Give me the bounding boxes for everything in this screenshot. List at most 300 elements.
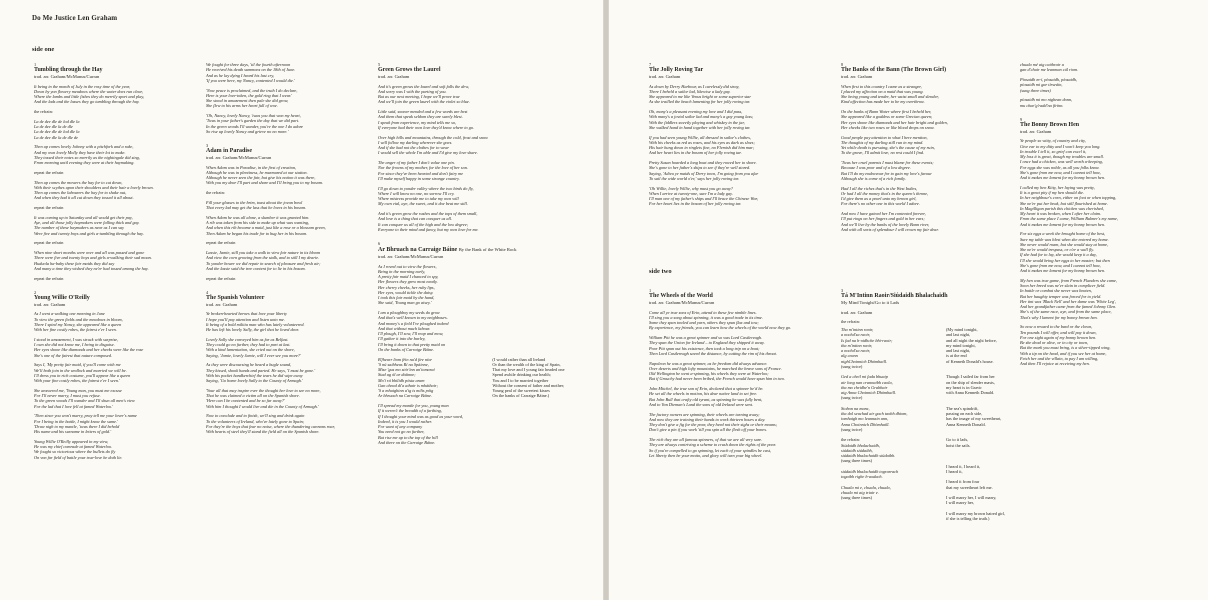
lyric-line: It was coming up to Saturday and all would get their pay, bbox=[34, 214, 133, 220]
lyric-line: But if Grouchy had never been bribed, the French would have spun him in two. bbox=[649, 376, 785, 382]
irish-line: (sung twice) bbox=[841, 426, 863, 432]
stanza bbox=[1020, 62, 1205, 73]
lyric-line: And then I'll rejoice at receiving my hen. bbox=[1020, 361, 1090, 366]
lyric-line: To the green woods I'll wander and I'll shun all men's view bbox=[34, 398, 135, 404]
stanza bbox=[378, 84, 598, 105]
song-credit: trad. arr. Graham bbox=[34, 302, 66, 307]
translation-line: I will marry her, bbox=[946, 500, 974, 506]
stanza bbox=[649, 84, 839, 105]
stanza bbox=[649, 335, 839, 356]
lyric-line: And there on the Carraige Báine. bbox=[378, 439, 436, 445]
lyric-line: But the mark you must bring, is a silver-tipped wing, bbox=[1020, 345, 1111, 351]
irish-line: 'S nú saibheas Rí na Spáinne, bbox=[378, 361, 429, 367]
lyric-line: But rise me up to the top of the hill bbox=[378, 434, 438, 440]
lyric-line: Give ear to my ditty and I won't keep you long. bbox=[1020, 143, 1101, 149]
stanza bbox=[378, 211, 598, 232]
translation-line: hoist the sails. bbox=[946, 442, 971, 448]
lyric-line: I took this fair maid by the hand, bbox=[378, 295, 435, 300]
lyric-line: 'Your all that may inspire ever the thought her love to see no more, bbox=[206, 387, 321, 393]
lyric-line: Down by yon flowery meadows where the water does run clear, bbox=[34, 88, 143, 94]
lyric-line: The anger of my father I don't value one pin. bbox=[378, 160, 455, 165]
lyric-line: And it makes me lament for my bonny brown hen. bbox=[1020, 268, 1106, 273]
lyric-line: A pretty fair maid I chanced to spy, bbox=[378, 274, 439, 279]
stanza bbox=[206, 362, 378, 383]
lyric-line: Where the lambs and little fishes they do merrily sport and play, bbox=[34, 94, 145, 99]
lyric-line: And when this rib became a maid, just like a rose or a blossom green, bbox=[206, 225, 326, 231]
lyric-line: Little said, sooner mended and a few words are best bbox=[378, 109, 468, 114]
lyric-line: I'll bring it down to that pretty maid on bbox=[378, 341, 446, 347]
stanza bbox=[206, 190, 378, 195]
song-block bbox=[378, 62, 598, 232]
lyric-line: Be she dead or alive, or in city or town, bbox=[1020, 340, 1089, 345]
lyric-line: As I went a-walking one morning in June bbox=[34, 311, 105, 317]
lyric-line: Lovely Sally she conveyed him as far as Belfast. bbox=[206, 336, 289, 342]
stanza bbox=[649, 186, 839, 207]
stanza bbox=[34, 413, 199, 434]
lyric-line: She flew to his arms her heart full of woe. bbox=[206, 103, 278, 109]
lyric-line: It being of a bold militia man who has lately volunteered. bbox=[206, 321, 305, 327]
song-number: 6 bbox=[378, 241, 381, 246]
lyric-line: And that without much labour. bbox=[378, 325, 431, 331]
lyric-line: They are always contriving a scheme to crush down the rights of the poor. bbox=[649, 442, 777, 448]
column-2 bbox=[206, 62, 378, 443]
refrain-label: repeat the refrain bbox=[34, 240, 64, 246]
translation-line: of Kenneth Donald's house. bbox=[946, 358, 994, 364]
irish-line: Chuala mi e, chuala, chuala, bbox=[841, 484, 891, 490]
lyric-line: Then up comes the mowers the hay for to cut down, bbox=[34, 179, 123, 185]
lyric-line: Then Adam he began his trade for to hug her in his bosom. bbox=[206, 230, 308, 236]
irish-line: (sung twice) bbox=[841, 363, 863, 369]
lyric-line: They tossed their notes so merrily as the nightingale did sing, bbox=[34, 154, 140, 160]
lyric-line: Her cherry cheeks, her ruby lips, bbox=[378, 284, 435, 290]
stanza bbox=[378, 264, 598, 306]
lyric-line: With the fiddlers sweetly playing and whiskey in the jar, bbox=[649, 119, 745, 125]
song-block bbox=[34, 290, 199, 460]
stanza bbox=[34, 144, 199, 165]
lyric-line: The thoughts of my darling still run in my mind. bbox=[841, 139, 924, 145]
irish-line: Mo'í rá bhilidh pósta aram bbox=[378, 377, 425, 383]
lyric-line: On the banks of Bann Water where first I beheld her, bbox=[841, 109, 932, 114]
lyric-line: He received his death summons on the 18th of June. bbox=[206, 67, 296, 73]
song-credit: trad. arr. Graham/McManus/Curran bbox=[378, 254, 444, 260]
song-title bbox=[649, 293, 839, 300]
lyric-line: Now to conclude and to finish, we'll sing and drink again bbox=[206, 413, 305, 419]
lyric-line: Fetch her and the villain, to pay I am willing, bbox=[1020, 355, 1099, 361]
lyric-line: She answered me, 'Young man, you must me excuse bbox=[34, 387, 122, 393]
translation-line: I will marry my brown haired girl, bbox=[946, 510, 1006, 516]
irish-line: siúdaidh bhalachaidh tograrrach bbox=[841, 468, 899, 474]
lyric-line: That he was claimed a victim all on the Spanish shore. bbox=[206, 393, 300, 398]
stanza bbox=[841, 135, 1011, 156]
refrain-label: repeat the refrain bbox=[34, 275, 64, 281]
lyric-line: In Magilligan parish this chicken was cherished, bbox=[1020, 205, 1104, 211]
stanza bbox=[378, 160, 598, 181]
lyric-line: My loss it is great, though my troubles are small. bbox=[1020, 154, 1104, 159]
irish-line: air long nan crannaibh caola, bbox=[841, 379, 893, 385]
stanza bbox=[206, 88, 378, 109]
lyric-line: So if you're compelled to go spinning, let each of your spindles be cast, bbox=[649, 447, 772, 453]
irish-line: chuala mi aig triair e. bbox=[841, 489, 879, 495]
stanza bbox=[34, 362, 199, 383]
lyric-line: But as our next meeting, I hope we'll prove true bbox=[378, 94, 460, 99]
lyric-line: I once had a chicken, was well worth a-keeping, bbox=[1020, 159, 1103, 165]
lyric-line: The factory owners are spinning, their wheels are turning away; bbox=[649, 411, 760, 417]
lyric-line: For since they've been hearted and don't fairy me bbox=[378, 170, 464, 176]
translation-line: and all night the night before, bbox=[946, 337, 997, 343]
lyric-line: That every lad may get the lass that he loves in his bosom. bbox=[206, 205, 307, 210]
lyric-line: His name and his surname in letters of gold.' bbox=[34, 429, 112, 434]
stanza bbox=[1020, 278, 1205, 320]
song-block bbox=[649, 62, 839, 207]
lyric-line: Aye, and all those jolly haymakers were falling thick and gay. bbox=[34, 220, 140, 225]
irish-english-columns bbox=[841, 327, 1041, 521]
refrain-label: repeat the refrain bbox=[34, 169, 64, 175]
lyric-line: Being in the morning early, bbox=[378, 268, 426, 274]
translation-line: my heart is in Gravir bbox=[946, 384, 982, 390]
lyric-line: And it's green grow the rushes and the tops of them small, bbox=[378, 211, 478, 216]
stanza bbox=[206, 113, 378, 134]
album-title: Do Me Justice Len Graham bbox=[32, 14, 118, 22]
stanza bbox=[34, 250, 199, 271]
lyric-line: I'll she would bring her eggs to her master; but then bbox=[1020, 257, 1110, 263]
lyric-line: Her eyes shone like diamonds and her hair bright and golden, bbox=[841, 119, 948, 125]
irish-line: tha mo chridhe'n Grabhair bbox=[841, 384, 888, 390]
lyric-line: 'Draw nigh to my mantle, 'twas there I did behold bbox=[34, 423, 120, 429]
lyric-line: That's why I lament for my bonny brown hen. bbox=[1020, 314, 1098, 320]
english-translation bbox=[492, 357, 598, 399]
song-number: 2 bbox=[34, 289, 37, 295]
lyric-line: I am a ploughboy my seeds do grow bbox=[378, 310, 440, 315]
translation-line: Go to it lads, bbox=[946, 437, 969, 443]
lyric-line: I'll plough, I'll sow, I'll reap and mow, bbox=[378, 331, 444, 336]
song-title bbox=[34, 67, 199, 74]
refrain-label: the refrain: bbox=[841, 318, 860, 324]
stanza bbox=[1020, 185, 1205, 227]
irish-line: Anna Choinnich Dhòmhaill. bbox=[841, 421, 890, 427]
lyric-line: With their scythes upon their shoulders and their hair a lovely brown. bbox=[34, 184, 154, 190]
side-two-heading: side two bbox=[649, 268, 672, 275]
stanza bbox=[34, 205, 199, 210]
irish-line: a nochd'sa raoir, bbox=[841, 348, 870, 353]
lyric-line: Come all ye true sons of Erin, attend to these few nimble lines. bbox=[649, 309, 757, 315]
lyric-line: 'Here can I be contented and be so far away?' bbox=[206, 398, 285, 404]
irish-line: tha dol seachad air gach taobh dhiom, bbox=[841, 411, 908, 416]
translation-line: I heard it from four bbox=[946, 479, 980, 485]
lyric-line: And with all sorts of splendour I will crown my fair dear. bbox=[841, 226, 939, 232]
lyric-line: Or had I all the money that's in the queen's throne, bbox=[841, 190, 929, 196]
translation-line: (My mind tonight, bbox=[946, 327, 978, 332]
lyric-line: For eggs she was noble, as all you folks know. bbox=[1020, 164, 1100, 170]
lyric-line: For the lad that I love fell at famed Waterloo.' bbox=[34, 403, 114, 409]
lyric-line: With a kind lamentation, she cried out on the shore, bbox=[206, 347, 295, 353]
irish-line: Is fad na h-oidhche bhi-raoir; bbox=[841, 337, 893, 343]
lyric-line: Poor Pitt span out his existence, then took a long trip on a boat; bbox=[649, 345, 760, 351]
song-title bbox=[649, 67, 839, 74]
lyric-line: Were five and twenty boys and girls a-tumbling through the hay. bbox=[34, 230, 144, 236]
lyric-line: I'll go down to yonder valley where the two birds do fly, bbox=[378, 185, 474, 191]
lyric-line: It being in the month of July in the rosy time of the year, bbox=[34, 83, 131, 89]
stanza bbox=[206, 413, 378, 434]
lyric-line: Everyone to their mind and fancy, but my own love for me. bbox=[378, 226, 479, 232]
lyric-line: Saying, 'Adieu ye maids of Derry town, I'm going from you afar bbox=[649, 170, 759, 176]
lyric-line: And my own lovely Molly they have their lot to make. bbox=[34, 149, 126, 155]
stanza bbox=[841, 160, 1011, 181]
lyric-line: It is a great pity if my hen should die. bbox=[1020, 190, 1085, 195]
stanza bbox=[649, 361, 839, 382]
lyric-line: She being young and tender, her waist small and slender, bbox=[841, 94, 939, 99]
lyric-line: Ye broken-hearted heroes that love your liberty bbox=[206, 311, 287, 317]
song-number: 9 bbox=[1020, 116, 1023, 122]
lyric-line: La de dee dle la de dle bbox=[34, 124, 73, 129]
stanza bbox=[1020, 97, 1205, 108]
lyric-line: And that's well known to my neighbours. bbox=[378, 315, 448, 321]
lyric-line: 'Then since you won't marry, pray tell me your lover's name bbox=[34, 413, 137, 419]
lyric-line: With your fine costly robes, the fairest e'er I seen.' bbox=[34, 378, 120, 383]
lyric-line: In trouble I tell it, so grief can excel it, bbox=[1020, 148, 1087, 154]
lyric-line: 'Twas in your father's garden the day that we did part. bbox=[206, 118, 300, 124]
lyric-line: And them that speak seldom they are surely blest. bbox=[378, 114, 463, 120]
lyric-line: She's one of the fairest that nature composed. bbox=[34, 352, 112, 358]
stanza bbox=[841, 211, 1011, 232]
lyric-line: Oh, many's a pleasant evening my love and I did pass, bbox=[649, 109, 743, 114]
lyric-line: Although he was in plentiness, he murmured at our station. bbox=[206, 169, 308, 175]
song-number: 8 bbox=[841, 62, 844, 67]
song-credit: trad. arr. Graham bbox=[841, 74, 873, 80]
translation-line: Spend awhile drinking our health; bbox=[492, 372, 551, 378]
stanza bbox=[34, 215, 199, 236]
song-credit: trad. arr. Graham/McManus/Curran bbox=[34, 74, 100, 80]
lyric-line: So now a reward to the bard or the clown, bbox=[1020, 324, 1093, 330]
lyric-line: There I beheld a sailor lad, likewise a lady gay. bbox=[649, 88, 731, 94]
lyric-line: By experience, my friends, you can learn how the wheels of the world now they go. bbox=[649, 325, 792, 331]
stanza bbox=[378, 109, 598, 130]
lyric-line: In battle or combat she never was beaten, bbox=[1020, 288, 1092, 294]
lyric-line: My heart it was broken, when I after her claim. bbox=[1020, 211, 1102, 216]
song-number: 3 bbox=[206, 143, 209, 148]
lyric-line: I'll put rings on her fingers and gold in her ears; bbox=[841, 216, 925, 222]
lyric-line: Says I, 'My pretty fair maid, if you'll come with me bbox=[34, 362, 121, 368]
lyric-line: I own she did not know me, I being in disguise. bbox=[34, 342, 115, 347]
lyric-line: I'll make myself happy in some strange country. bbox=[378, 175, 460, 181]
lyric-line: He set all the wheels in motion, his dear native land to set free. bbox=[649, 391, 758, 397]
lyric-line: We fought for three days, 'til the fourth afternoon bbox=[206, 62, 291, 67]
stanza bbox=[206, 165, 378, 186]
translation-line: and last night, bbox=[946, 332, 971, 338]
lyric-line: And love is a thing that can conquer us all. bbox=[378, 216, 452, 222]
irish-line: 'S a mhuighinn a'ig is milis póig bbox=[378, 388, 434, 393]
lyric-line: Soon her breed was ne'er slain in complicer field. bbox=[1020, 283, 1106, 288]
lyric-line: Her flowers they grew most neatly. bbox=[378, 279, 438, 285]
song-subtitle: By the Bank of the White Rock bbox=[458, 247, 517, 253]
translation-line: with Anna Kenneth Donald. bbox=[946, 390, 995, 395]
lyric-line: If I thought your mind was as good as your word, bbox=[378, 413, 463, 419]
irish-line: togaibh righe h-aodach. bbox=[841, 474, 883, 479]
lyric-line: And now they are training their hands to work thirteen hours a day. bbox=[649, 416, 766, 422]
stanza bbox=[649, 310, 839, 331]
song-title: Tá M'Intinn Raoir/Siúdaidh Bhalachaidh bbox=[841, 293, 948, 300]
lyric-line: I stood in amazement, I was struck with surprise, bbox=[34, 336, 119, 342]
translation-line: that my sweetheart left me. bbox=[946, 484, 993, 490]
lyric-line: Although she is come of a rich family. bbox=[841, 175, 906, 181]
column-3 bbox=[378, 62, 598, 454]
lyric-line: From morning until evening they were at their haymaking. bbox=[34, 160, 135, 165]
lyric-line: Old Wellington he went a-spinning, his wheels they were at Waterloo; bbox=[649, 371, 769, 376]
song-title-text: Adam in Paradise bbox=[206, 148, 253, 155]
lyric-line: They kissed, shook hands and parted. He says, 'I must be gone.' bbox=[206, 367, 316, 373]
lyric-line: As I roved out to view the flowers, bbox=[378, 263, 437, 269]
stanza bbox=[34, 109, 199, 114]
lyric-line: It can conquer us all of the high and the low degree; bbox=[378, 221, 469, 227]
song-block bbox=[841, 62, 1011, 232]
lyric-line: She never would roam, but she would stay at home, bbox=[1020, 241, 1109, 247]
lyric-line: For they're the boys that fear no noise, where the thundering cannons roar, bbox=[206, 423, 335, 429]
lyric-line: The rich they are all famous spinners, of that we are all very sure. bbox=[649, 437, 763, 442]
song-title bbox=[1020, 122, 1205, 129]
stanza bbox=[34, 388, 199, 409]
song-title-text: The Wheels of the World bbox=[649, 293, 713, 300]
song-block bbox=[378, 241, 598, 445]
song-number: 1 bbox=[34, 62, 37, 67]
lyric-line: Kind affection has made her to be my overthrow. bbox=[841, 99, 925, 105]
song-credit: trad. arr. Graham bbox=[649, 74, 681, 80]
lyric-line: On von far field of battle your true-love he doth lie. bbox=[34, 454, 123, 460]
lyric-line: When Adam was in Paradise, in the first of creation, bbox=[206, 164, 297, 170]
lyric-line: When nine short months were over and all was passed and gone bbox=[34, 250, 145, 255]
stanza bbox=[34, 276, 199, 281]
translation-line: Young peal of the sweetest kisses bbox=[492, 388, 550, 393]
lyric-line: Lassie, Jamie, still you take a walk to view fair nature in its bloom bbox=[206, 250, 321, 255]
refrain-label: repeat the refrain bbox=[206, 240, 236, 246]
lyric-line: For there's no other one in this world I adore. bbox=[841, 201, 920, 207]
song-title-text: The Jolly Roving Tar bbox=[649, 67, 704, 74]
stanza bbox=[378, 135, 598, 156]
stanza bbox=[206, 200, 378, 211]
stanza bbox=[649, 412, 839, 433]
stanza bbox=[378, 403, 598, 445]
lyric-line: Then Lord Castlereagh saved the distance, by cutting the rim of his throat. bbox=[649, 350, 777, 356]
lyric-line: Sure my table was blest when she entered my home. bbox=[1020, 236, 1109, 242]
lyric-line: Fill your glasses to the brim, toast about the jovan bowl bbox=[206, 199, 303, 205]
lyric-line: My hen was true game, from French Flanders she came, bbox=[1020, 277, 1117, 283]
lyric-line: He has left his lovely Sally, the girl that he loved dear. bbox=[206, 327, 299, 332]
lyric-line: Don't give a pin if you work 'till you spin all the flesh off your bones. bbox=[649, 427, 768, 433]
irish-line: siúdaidh bhalachaidh siúdaibh. bbox=[841, 453, 896, 458]
song-number: 3 bbox=[841, 288, 844, 293]
lyric-line: Saying, 'Jamie, lovely Jamie, will I ever see you more?' bbox=[206, 352, 301, 358]
lyric-line: She ne'er put her beak, but still flourished at home. bbox=[1020, 200, 1108, 206]
column-1 bbox=[34, 62, 199, 469]
lyric-line: I'll sing you a song about spinning, it was a good trade in its time. bbox=[649, 314, 763, 320]
song-block bbox=[649, 288, 839, 458]
irish-translation-pair bbox=[378, 357, 598, 399]
irish-line: (sung twice) bbox=[841, 395, 863, 401]
song-number: 1 bbox=[649, 288, 652, 293]
lyric-line: Indeed, it is you I would rather. bbox=[378, 418, 432, 424]
lyric-line: From the same place I came, William Bulmer's my name, bbox=[1020, 216, 1119, 222]
song-title-text: Young Willie O'Reilly bbox=[34, 295, 90, 301]
song-block bbox=[841, 288, 1041, 521]
stanza bbox=[649, 437, 839, 458]
lyric-line: With his cheeks as red as roses, and his eyes as dark as sloes; bbox=[649, 139, 755, 145]
stanza bbox=[649, 160, 839, 181]
lyric-line: With many's a jovial sailor lad and many's a gay young lass; bbox=[649, 114, 754, 120]
lyric-line: If it weren't the breadth of a farthing, bbox=[378, 408, 442, 414]
lyric-line: Good people pay attention to what I here mention, bbox=[841, 134, 928, 140]
stanza bbox=[378, 186, 598, 207]
lyric-line: For want of any company bbox=[378, 424, 423, 429]
lyric-line: For her heart lies in the bosom of her jolly roving tar. bbox=[649, 201, 742, 207]
lyric-line: When I arrive at twenty-one, sure I'm a lady gay. bbox=[649, 190, 733, 196]
lyric-line: I'll spread my mantle for you, young man bbox=[378, 403, 449, 408]
lyric-line: Had I all the riches that's in the West Indies, bbox=[841, 185, 918, 191]
lyric-line: With her fine costly robes, the fairest e'er I seen. bbox=[34, 327, 117, 332]
irish-line: the refrain: bbox=[841, 437, 860, 443]
stanza bbox=[841, 109, 1011, 130]
lyric-line: And the lads and the lasses they go tumbling through the hay. bbox=[34, 99, 140, 105]
lyric-line: She stood in amazement then pale she did grow, bbox=[206, 98, 289, 103]
lyric-line: píosaidh mi gar tírseáin, bbox=[1020, 82, 1063, 88]
lyric-line: To yonder bower we did repair in search of pleasure and fresh air; bbox=[206, 260, 321, 266]
lyric-line: She walked hand in hand together with her jolly roving tar. bbox=[649, 124, 751, 130]
translation-line: I will marry her, I will marry, bbox=[946, 495, 997, 500]
column-4b bbox=[649, 288, 839, 467]
lyric-line: To the volunteers of Ireland, who've lately gone to Spain; bbox=[206, 418, 305, 424]
song-title-text: Green Grows the Laurel bbox=[378, 67, 441, 74]
translation-line: and last night, bbox=[946, 348, 971, 353]
song-title bbox=[206, 148, 378, 155]
song-block bbox=[206, 143, 378, 281]
lyric-line: And it's green grows the laurel and soft falls the dew, bbox=[378, 83, 469, 89]
lyric-line: His hair hung down in ringlets fine, no Flemish did him mar; bbox=[649, 145, 755, 150]
lyric-line: And money's a field I've ploughed indeed bbox=[378, 320, 449, 326]
translation-line: Anna Kenneth Donald. bbox=[946, 421, 986, 427]
lyric-line: (sung three times) bbox=[1020, 87, 1051, 93]
lyric-line: Ye people so witty, of country and city, bbox=[1020, 138, 1086, 144]
lyric-line: Where I will know no one, no sorrow I'll cry. bbox=[378, 190, 455, 196]
translation-line: Without the consent of father and mother; bbox=[492, 382, 565, 388]
lyric-line: She's gone to her father's ships to see if they're well stored. bbox=[649, 165, 751, 171]
lyric-line: Over high hills and mountains, through the cold, frost and snow bbox=[378, 134, 488, 140]
lyric-line: Young Willie O'Reilly appeared in my view, bbox=[34, 438, 109, 444]
stanza bbox=[378, 310, 598, 352]
lyric-line: When Adam he was all alone, a slumber it was granted him. bbox=[206, 214, 310, 220]
column-5 bbox=[841, 62, 1011, 241]
irish-line: iomhaigh mo leannain ann, bbox=[841, 416, 889, 422]
lyric-line: With you my dear I'll part and share and I'll bring you to my bosom. bbox=[206, 180, 324, 186]
song-number: 4 bbox=[206, 289, 209, 295]
lyric-line: And sorry was I with the parting of you. bbox=[378, 88, 447, 94]
translation-line: my mind tonight, bbox=[946, 342, 976, 348]
lyric-line: 'Oh, Nancy, lovely Nancy, 'twas you that won my heart, bbox=[206, 113, 301, 118]
lyric-line: To sail the wide world o'er,' says her jolly roving tar. bbox=[649, 175, 740, 181]
lyric-line: La de dee dle de lod dle la bbox=[34, 118, 80, 124]
irish-line: B'fhearr liom féin na'd fire níor bbox=[378, 356, 433, 362]
song-credit: trad. arr. Graham bbox=[1020, 129, 1052, 134]
song-credit: My Mind Tonight/Go to it Lads bbox=[841, 300, 900, 306]
lyric-line: And the lassie said the tree content for to lie in his bosom. bbox=[206, 265, 306, 271]
lyric-line: They span the Union for Ireland – to England they shipped it away. bbox=[649, 340, 765, 346]
lyric-line: Here is your love-token, the gold ring that I wear.' bbox=[206, 92, 293, 98]
lyric-line: La de dee dle la de dle de bbox=[34, 134, 79, 140]
lyric-line: And it makes me lament for my bonny brown hen. bbox=[1020, 175, 1106, 180]
stanza bbox=[649, 135, 839, 156]
side-one-heading: side one bbox=[32, 46, 55, 53]
lyric-line: With a tip on the head, and if you see her at home, bbox=[1020, 350, 1107, 356]
lyric-line: Nor the frowns of my mother, for the love of her son. bbox=[378, 165, 468, 171]
lyric-line: And we'll live by the banks of the lovely Bann river, bbox=[841, 221, 930, 227]
lyric-line: And when they had it all cut down they tossed it all about. bbox=[34, 195, 134, 201]
irish-lyrics bbox=[841, 327, 946, 521]
